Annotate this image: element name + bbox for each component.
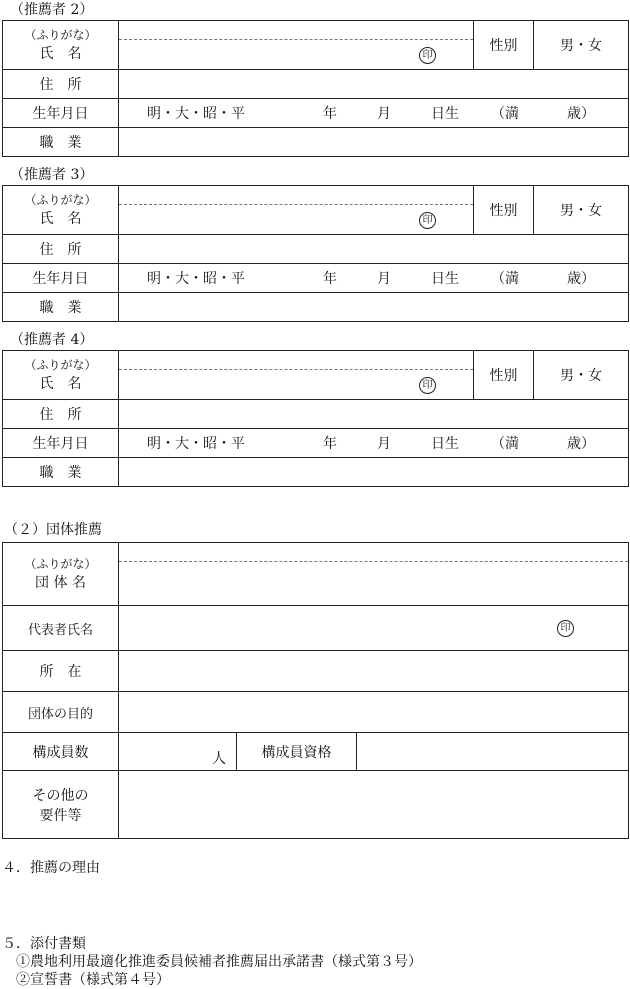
furigana-label: （ふりがな）	[24, 193, 97, 207]
rep-label: 代表者氏名	[3, 606, 119, 651]
gender-options[interactable]: 男・女	[534, 351, 629, 400]
day-birth-label: 日生	[431, 106, 459, 122]
month-label: 月	[377, 271, 391, 287]
other-label-line1: その他の	[32, 787, 89, 804]
nominee-table	[2, 350, 629, 487]
address-label: 住 所	[3, 70, 119, 99]
reason-heading: ４．推薦の理由	[2, 860, 100, 876]
nominee-heading: （推薦者 4）	[10, 332, 94, 348]
furigana-label: （ふりがな）	[24, 358, 97, 372]
address-label: 住 所	[3, 235, 119, 264]
name-label-cell	[3, 186, 119, 235]
group-name-label-cell	[3, 543, 119, 606]
attachment-item: ①農地利用最適化推進委員候補者推薦届出承諾書（様式第３号）	[16, 954, 422, 970]
age-open: （満	[491, 106, 519, 122]
purpose-field[interactable]	[119, 692, 629, 733]
seal-icon: 印	[419, 212, 436, 229]
members-field[interactable]	[119, 733, 237, 771]
attachments-heading: ５．添付書類	[2, 936, 86, 952]
seal-icon: 印	[557, 620, 574, 637]
other-field[interactable]	[119, 771, 629, 839]
address-field[interactable]	[119, 70, 629, 99]
nominee-table	[2, 20, 629, 157]
era-options[interactable]: 明・大・昭・平	[147, 271, 245, 287]
address-field[interactable]	[119, 400, 629, 429]
job-label: 職 業	[3, 458, 119, 487]
era-options[interactable]: 明・大・昭・平	[147, 106, 245, 122]
dob-label: 生年月日	[3, 429, 119, 458]
group-heading: （２）団体推薦	[4, 522, 102, 538]
address-label: 住 所	[3, 400, 119, 429]
nominee-heading: （推薦者 3）	[10, 167, 94, 183]
age-open: （満	[491, 271, 519, 287]
seal-icon: 印	[419, 377, 436, 394]
name-label: 氏 名	[39, 376, 82, 392]
name-field[interactable]	[119, 21, 474, 70]
attachment-item: ②宣誓書（様式第４号）	[16, 972, 170, 988]
furigana-divider	[119, 204, 473, 205]
name-label-cell	[3, 351, 119, 400]
age-close: 歳）	[567, 106, 595, 122]
dob-label: 生年月日	[3, 99, 119, 128]
day-birth-label: 日生	[431, 436, 459, 452]
month-label: 月	[377, 436, 391, 452]
job-field[interactable]	[119, 293, 629, 322]
name-field[interactable]	[119, 351, 474, 400]
address-field[interactable]	[119, 235, 629, 264]
age-close: 歳）	[567, 271, 595, 287]
year-label: 年	[323, 436, 337, 452]
furigana-divider	[119, 39, 473, 40]
job-label: 職 業	[3, 128, 119, 157]
day-birth-label: 日生	[431, 271, 459, 287]
purpose-label: 団体の目的	[3, 692, 119, 733]
qualification-field[interactable]	[357, 733, 629, 771]
furigana-divider	[119, 561, 628, 562]
year-label: 年	[323, 106, 337, 122]
group-furigana-label: （ふりがな）	[24, 557, 97, 571]
location-field[interactable]	[119, 651, 629, 692]
dob-label: 生年月日	[3, 264, 119, 293]
age-close: 歳）	[567, 436, 595, 452]
other-label-line2: 要件等	[39, 807, 82, 824]
members-unit: 人	[212, 751, 226, 767]
gender-label: 性別	[474, 351, 534, 400]
dob-field[interactable]	[119, 429, 629, 458]
age-open: （満	[491, 436, 519, 452]
furigana-divider	[119, 369, 473, 370]
members-label: 構成員数	[3, 733, 119, 771]
month-label: 月	[377, 106, 391, 122]
year-label: 年	[323, 271, 337, 287]
furigana-label: （ふりがな）	[24, 28, 97, 42]
nominee-table	[2, 185, 629, 322]
group-name-label: 団 体 名	[35, 575, 86, 591]
gender-label: 性別	[474, 186, 534, 235]
gender-options[interactable]: 男・女	[534, 21, 629, 70]
dob-field[interactable]	[119, 99, 629, 128]
name-label-cell	[3, 21, 119, 70]
qualification-label: 構成員資格	[237, 733, 357, 771]
dob-field[interactable]	[119, 264, 629, 293]
nominee-heading: （推薦者 2）	[10, 2, 94, 18]
name-label: 氏 名	[39, 211, 82, 227]
name-label: 氏 名	[39, 46, 82, 62]
job-label: 職 業	[3, 293, 119, 322]
seal-icon: 印	[419, 47, 436, 64]
gender-options[interactable]: 男・女	[534, 186, 629, 235]
name-field[interactable]	[119, 186, 474, 235]
location-label: 所 在	[3, 651, 119, 692]
gender-label: 性別	[474, 21, 534, 70]
era-options[interactable]: 明・大・昭・平	[147, 436, 245, 452]
other-label-cell	[3, 771, 119, 839]
job-field[interactable]	[119, 458, 629, 487]
job-field[interactable]	[119, 128, 629, 157]
group-table	[2, 542, 629, 839]
rep-field[interactable]	[119, 606, 629, 651]
group-name-field[interactable]	[119, 543, 629, 606]
